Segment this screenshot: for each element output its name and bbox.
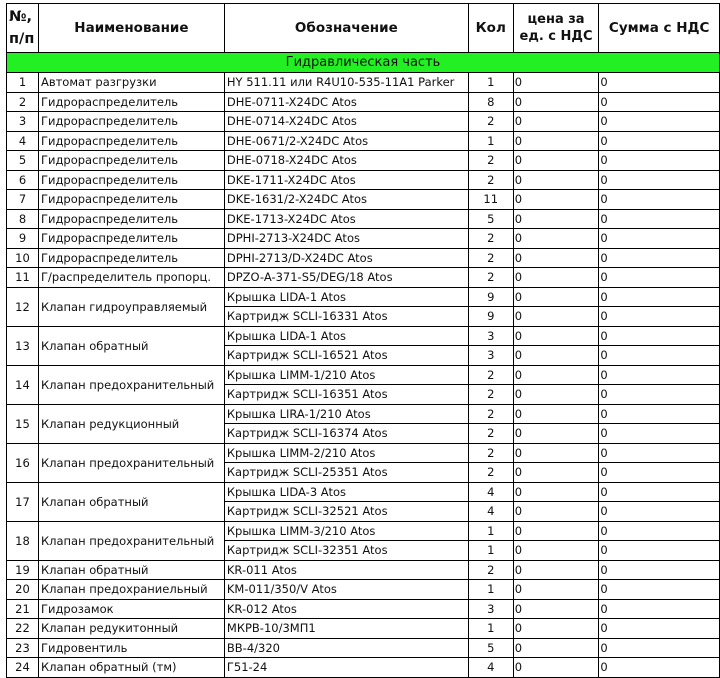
row-index-cell[interactable]: 7: [7, 190, 39, 210]
row-index-cell[interactable]: 19: [7, 560, 39, 580]
row-code-cell[interactable]: DKE-1711-X24DC Atos: [224, 170, 468, 190]
row-index-cell[interactable]: 4: [7, 131, 39, 151]
row-qty-cell[interactable]: 3: [468, 346, 513, 366]
table-row: [7, 482, 720, 502]
header-row: [7, 4, 720, 53]
row-qty-cell[interactable]: 2: [468, 385, 513, 405]
row-sum-cell[interactable]: 0: [599, 326, 720, 346]
table-row: [7, 287, 720, 307]
row-price-cell[interactable]: 0: [513, 131, 599, 151]
row-index-cell[interactable]: 16: [7, 443, 39, 482]
section-row: [7, 53, 720, 73]
row-qty-cell[interactable]: 2: [468, 443, 513, 463]
table-row: [7, 443, 720, 463]
row-qty-cell[interactable]: 2: [468, 560, 513, 580]
row-price-cell[interactable]: 0: [513, 248, 599, 268]
table-row: [7, 268, 720, 288]
row-name-cell[interactable]: Гидрораспределитель: [38, 112, 224, 132]
row-name-cell[interactable]: Клапан обратный: [38, 560, 224, 580]
row-index-cell[interactable]: 24: [7, 658, 39, 678]
row-index-cell[interactable]: 9: [7, 229, 39, 249]
row-sum-cell[interactable]: 0: [599, 287, 720, 307]
table-row: [7, 658, 720, 678]
table-row: [7, 73, 720, 93]
row-qty-cell[interactable]: 9: [468, 307, 513, 327]
row-qty-cell[interactable]: 5: [468, 209, 513, 229]
table-row: [7, 248, 720, 268]
row-sum-cell[interactable]: 0: [599, 92, 720, 112]
row-qty-cell[interactable]: 11: [468, 190, 513, 210]
row-code-cell[interactable]: DKE-1631/2-X24DC Atos: [224, 190, 468, 210]
row-name-cell[interactable]: Клапан обратный (тм): [38, 658, 224, 678]
row-qty-cell[interactable]: 2: [468, 229, 513, 249]
header-price[interactable]: цена за ед. с НДС: [513, 4, 599, 53]
row-sum-cell[interactable]: 0: [599, 599, 720, 619]
table-row: [7, 580, 720, 600]
row-qty-cell[interactable]: 4: [468, 658, 513, 678]
row-code-cell[interactable]: DHE-0711-X24DC Atos: [224, 92, 468, 112]
row-index-cell[interactable]: 11: [7, 268, 39, 288]
row-price-cell[interactable]: 0: [513, 599, 599, 619]
row-qty-cell[interactable]: 4: [468, 482, 513, 502]
row-code-cell[interactable]: HY 511.11 или R4U10-535-11A1 Parker: [224, 73, 468, 93]
row-sum-cell[interactable]: 0: [599, 443, 720, 463]
row-name-cell[interactable]: Клапан предохранительный: [38, 365, 224, 404]
row-qty-cell[interactable]: 2: [468, 268, 513, 288]
row-code-cell[interactable]: Крышка LIDA-3 Atos: [224, 482, 468, 502]
row-sum-cell[interactable]: 0: [599, 463, 720, 483]
row-index-cell[interactable]: 1: [7, 73, 39, 93]
table-row: [7, 170, 720, 190]
table-row: [7, 229, 720, 249]
row-sum-cell[interactable]: 0: [599, 112, 720, 132]
row-sum-cell[interactable]: 0: [599, 658, 720, 678]
row-price-cell[interactable]: 0: [513, 151, 599, 171]
table-row: [7, 112, 720, 132]
row-price-cell[interactable]: 0: [513, 404, 599, 424]
row-price-cell[interactable]: 0: [513, 638, 599, 658]
row-price-cell[interactable]: 0: [513, 424, 599, 444]
row-index-cell[interactable]: 23: [7, 638, 39, 658]
row-price-cell[interactable]: 0: [513, 580, 599, 600]
row-sum-cell[interactable]: 0: [599, 268, 720, 288]
row-name-cell[interactable]: Гидрораспределитель: [38, 229, 224, 249]
row-index-cell[interactable]: 10: [7, 248, 39, 268]
row-index-cell[interactable]: 22: [7, 619, 39, 639]
row-price-cell[interactable]: 0: [513, 92, 599, 112]
row-name-cell[interactable]: Гидрораспределитель: [38, 209, 224, 229]
table-row: [7, 619, 720, 639]
row-name-cell[interactable]: Гидрораспределитель: [38, 190, 224, 210]
header-sum[interactable]: Сумма с НДС: [599, 4, 720, 53]
row-qty-cell[interactable]: 3: [468, 599, 513, 619]
header-code[interactable]: Обозначение: [224, 4, 468, 53]
row-sum-cell[interactable]: 0: [599, 190, 720, 210]
row-sum-cell[interactable]: 0: [599, 521, 720, 541]
header-name[interactable]: Наименование: [38, 4, 224, 53]
row-price-cell[interactable]: 0: [513, 209, 599, 229]
row-name-cell[interactable]: Клапан редукитонный: [38, 619, 224, 639]
row-sum-cell[interactable]: 0: [599, 346, 720, 366]
row-name-cell[interactable]: Клапан гидроуправляемый: [38, 287, 224, 326]
row-qty-cell[interactable]: 4: [468, 502, 513, 522]
row-sum-cell[interactable]: 0: [599, 502, 720, 522]
row-name-cell[interactable]: Гидровентиль: [38, 638, 224, 658]
row-code-cell[interactable]: KM-011/350/V Atos: [224, 580, 468, 600]
row-code-cell[interactable]: KR-012 Atos: [224, 599, 468, 619]
row-price-cell[interactable]: 0: [513, 541, 599, 561]
row-index-cell[interactable]: 13: [7, 326, 39, 365]
row-price-cell[interactable]: 0: [513, 268, 599, 288]
row-price-cell[interactable]: 0: [513, 190, 599, 210]
row-code-cell[interactable]: Крышка LIMM-1/210 Atos: [224, 365, 468, 385]
row-sum-cell[interactable]: 0: [599, 424, 720, 444]
row-sum-cell[interactable]: 0: [599, 385, 720, 405]
row-qty-cell[interactable]: 1: [468, 541, 513, 561]
row-name-cell[interactable]: Гидрораспределитель: [38, 151, 224, 171]
row-sum-cell[interactable]: 0: [599, 209, 720, 229]
row-code-cell[interactable]: Картридж SCLI-32351 Atos: [224, 541, 468, 561]
row-index-cell[interactable]: 6: [7, 170, 39, 190]
row-index-cell[interactable]: 12: [7, 287, 39, 326]
row-price-cell[interactable]: 0: [513, 170, 599, 190]
table-row: [7, 190, 720, 210]
table-row: [7, 151, 720, 171]
row-code-cell[interactable]: DPHI-2713-X24DC Atos: [224, 229, 468, 249]
row-name-cell[interactable]: Гидрораспределитель: [38, 248, 224, 268]
row-name-cell[interactable]: Клапан предохранительный: [38, 521, 224, 560]
row-index-cell[interactable]: 14: [7, 365, 39, 404]
row-price-cell[interactable]: 0: [513, 482, 599, 502]
row-qty-cell[interactable]: 3: [468, 326, 513, 346]
row-qty-cell[interactable]: 2: [468, 248, 513, 268]
table-row: [7, 131, 720, 151]
row-qty-cell[interactable]: 1: [468, 580, 513, 600]
row-code-cell[interactable]: Г51-24: [224, 658, 468, 678]
row-name-cell[interactable]: Клапан обратный: [38, 326, 224, 365]
row-code-cell[interactable]: DHE-0714-X24DC Atos: [224, 112, 468, 132]
row-code-cell[interactable]: Крышка LIDA-1 Atos: [224, 326, 468, 346]
row-code-cell[interactable]: Крышка LIRA-1/210 Atos: [224, 404, 468, 424]
table-row: [7, 365, 720, 385]
row-sum-cell[interactable]: 0: [599, 365, 720, 385]
row-price-cell[interactable]: 0: [513, 287, 599, 307]
row-name-cell[interactable]: Клапан редукционный: [38, 404, 224, 443]
row-sum-cell[interactable]: 0: [599, 131, 720, 151]
row-qty-cell[interactable]: 2: [468, 463, 513, 483]
row-index-cell[interactable]: 2: [7, 92, 39, 112]
row-code-cell[interactable]: Картридж SCLI-32521 Atos: [224, 502, 468, 522]
table-row: [7, 326, 720, 346]
row-price-cell[interactable]: 0: [513, 502, 599, 522]
row-price-cell[interactable]: 0: [513, 112, 599, 132]
table-row: [7, 521, 720, 541]
row-qty-cell[interactable]: 2: [468, 112, 513, 132]
parts-table: [6, 3, 720, 678]
row-sum-cell[interactable]: 0: [599, 541, 720, 561]
row-qty-cell[interactable]: 2: [468, 365, 513, 385]
table-row: [7, 92, 720, 112]
row-price-cell[interactable]: 0: [513, 560, 599, 580]
row-code-cell[interactable]: DPHI-2713/D-X24DC Atos: [224, 248, 468, 268]
row-name-cell[interactable]: Клапан предохраниельный: [38, 580, 224, 600]
row-qty-cell[interactable]: 2: [468, 151, 513, 171]
row-sum-cell[interactable]: 0: [599, 482, 720, 502]
row-sum-cell[interactable]: 0: [599, 307, 720, 327]
spreadsheet: [6, 3, 720, 678]
row-price-cell[interactable]: 0: [513, 385, 599, 405]
row-code-cell[interactable]: DPZO-A-371-S5/DEG/18 Atos: [224, 268, 468, 288]
table-row: [7, 638, 720, 658]
row-name-cell[interactable]: Автомат разгрузки: [38, 73, 224, 93]
row-name-cell[interactable]: Г/распределитель пропорц.: [38, 268, 224, 288]
row-price-cell[interactable]: 0: [513, 229, 599, 249]
row-qty-cell[interactable]: 1: [468, 619, 513, 639]
row-code-cell[interactable]: Картридж SCLI-25351 Atos: [224, 463, 468, 483]
row-code-cell[interactable]: Картридж SCLI-16331 Atos: [224, 307, 468, 327]
row-code-cell[interactable]: KR-011 Atos: [224, 560, 468, 580]
row-price-cell[interactable]: 0: [513, 346, 599, 366]
row-qty-cell[interactable]: 2: [468, 424, 513, 444]
row-name-cell[interactable]: Гидрозамок: [38, 599, 224, 619]
section-title[interactable]: Гидравлическая часть: [7, 53, 720, 73]
row-sum-cell[interactable]: 0: [599, 229, 720, 249]
row-price-cell[interactable]: 0: [513, 443, 599, 463]
row-price-cell[interactable]: 0: [513, 658, 599, 678]
row-qty-cell[interactable]: 2: [468, 404, 513, 424]
row-name-cell[interactable]: Гидрораспределитель: [38, 170, 224, 190]
row-name-cell[interactable]: Клапан предохранительный: [38, 443, 224, 482]
row-sum-cell[interactable]: 0: [599, 73, 720, 93]
row-sum-cell[interactable]: 0: [599, 151, 720, 171]
row-price-cell[interactable]: 0: [513, 463, 599, 483]
row-price-cell[interactable]: 0: [513, 326, 599, 346]
row-qty-cell[interactable]: 1: [468, 73, 513, 93]
table-row: [7, 599, 720, 619]
row-sum-cell[interactable]: 0: [599, 619, 720, 639]
row-qty-cell[interactable]: 1: [468, 521, 513, 541]
row-qty-cell[interactable]: 5: [468, 638, 513, 658]
row-qty-cell[interactable]: 8: [468, 92, 513, 112]
row-sum-cell[interactable]: 0: [599, 638, 720, 658]
row-price-cell[interactable]: 0: [513, 365, 599, 385]
header-index[interactable]: №, п/п: [7, 4, 39, 53]
row-index-cell[interactable]: 5: [7, 151, 39, 171]
row-qty-cell[interactable]: 2: [468, 170, 513, 190]
row-code-cell[interactable]: ВВ-4/320: [224, 638, 468, 658]
row-code-cell[interactable]: DHE-0718-X24DC Atos: [224, 151, 468, 171]
header-qty[interactable]: Кол: [468, 4, 513, 53]
row-code-cell[interactable]: DKE-1713-X24DC Atos: [224, 209, 468, 229]
row-code-cell[interactable]: DHE-0671/2-X24DC Atos: [224, 131, 468, 151]
row-sum-cell[interactable]: 0: [599, 170, 720, 190]
row-code-cell[interactable]: Картридж SCLI-16351 Atos: [224, 385, 468, 405]
table-row: [7, 404, 720, 424]
row-code-cell[interactable]: Крышка LIMM-2/210 Atos: [224, 443, 468, 463]
row-sum-cell[interactable]: 0: [599, 404, 720, 424]
row-price-cell[interactable]: 0: [513, 521, 599, 541]
row-index-cell[interactable]: 3: [7, 112, 39, 132]
row-name-cell[interactable]: Клапан обратный: [38, 482, 224, 521]
row-code-cell[interactable]: Картридж SCLI-16374 Atos: [224, 424, 468, 444]
row-qty-cell[interactable]: 1: [468, 131, 513, 151]
row-code-cell[interactable]: МКРВ-10/3МП1: [224, 619, 468, 639]
row-name-cell[interactable]: Гидрораспределитель: [38, 92, 224, 112]
row-price-cell[interactable]: 0: [513, 307, 599, 327]
row-sum-cell[interactable]: 0: [599, 580, 720, 600]
row-sum-cell[interactable]: 0: [599, 248, 720, 268]
row-code-cell[interactable]: Крышка LIMM-3/210 Atos: [224, 521, 468, 541]
row-code-cell[interactable]: Крышка LIDA-1 Atos: [224, 287, 468, 307]
row-index-cell[interactable]: 17: [7, 482, 39, 521]
row-qty-cell[interactable]: 9: [468, 287, 513, 307]
row-price-cell[interactable]: 0: [513, 73, 599, 93]
row-sum-cell[interactable]: 0: [599, 560, 720, 580]
table-row: [7, 209, 720, 229]
row-index-cell[interactable]: 18: [7, 521, 39, 560]
row-index-cell[interactable]: 8: [7, 209, 39, 229]
row-index-cell[interactable]: 15: [7, 404, 39, 443]
row-name-cell[interactable]: Гидрораспределитель: [38, 131, 224, 151]
row-index-cell[interactable]: 20: [7, 580, 39, 600]
row-index-cell[interactable]: 21: [7, 599, 39, 619]
row-code-cell[interactable]: Картридж SCLI-16521 Atos: [224, 346, 468, 366]
row-price-cell[interactable]: 0: [513, 619, 599, 639]
table-row: [7, 560, 720, 580]
